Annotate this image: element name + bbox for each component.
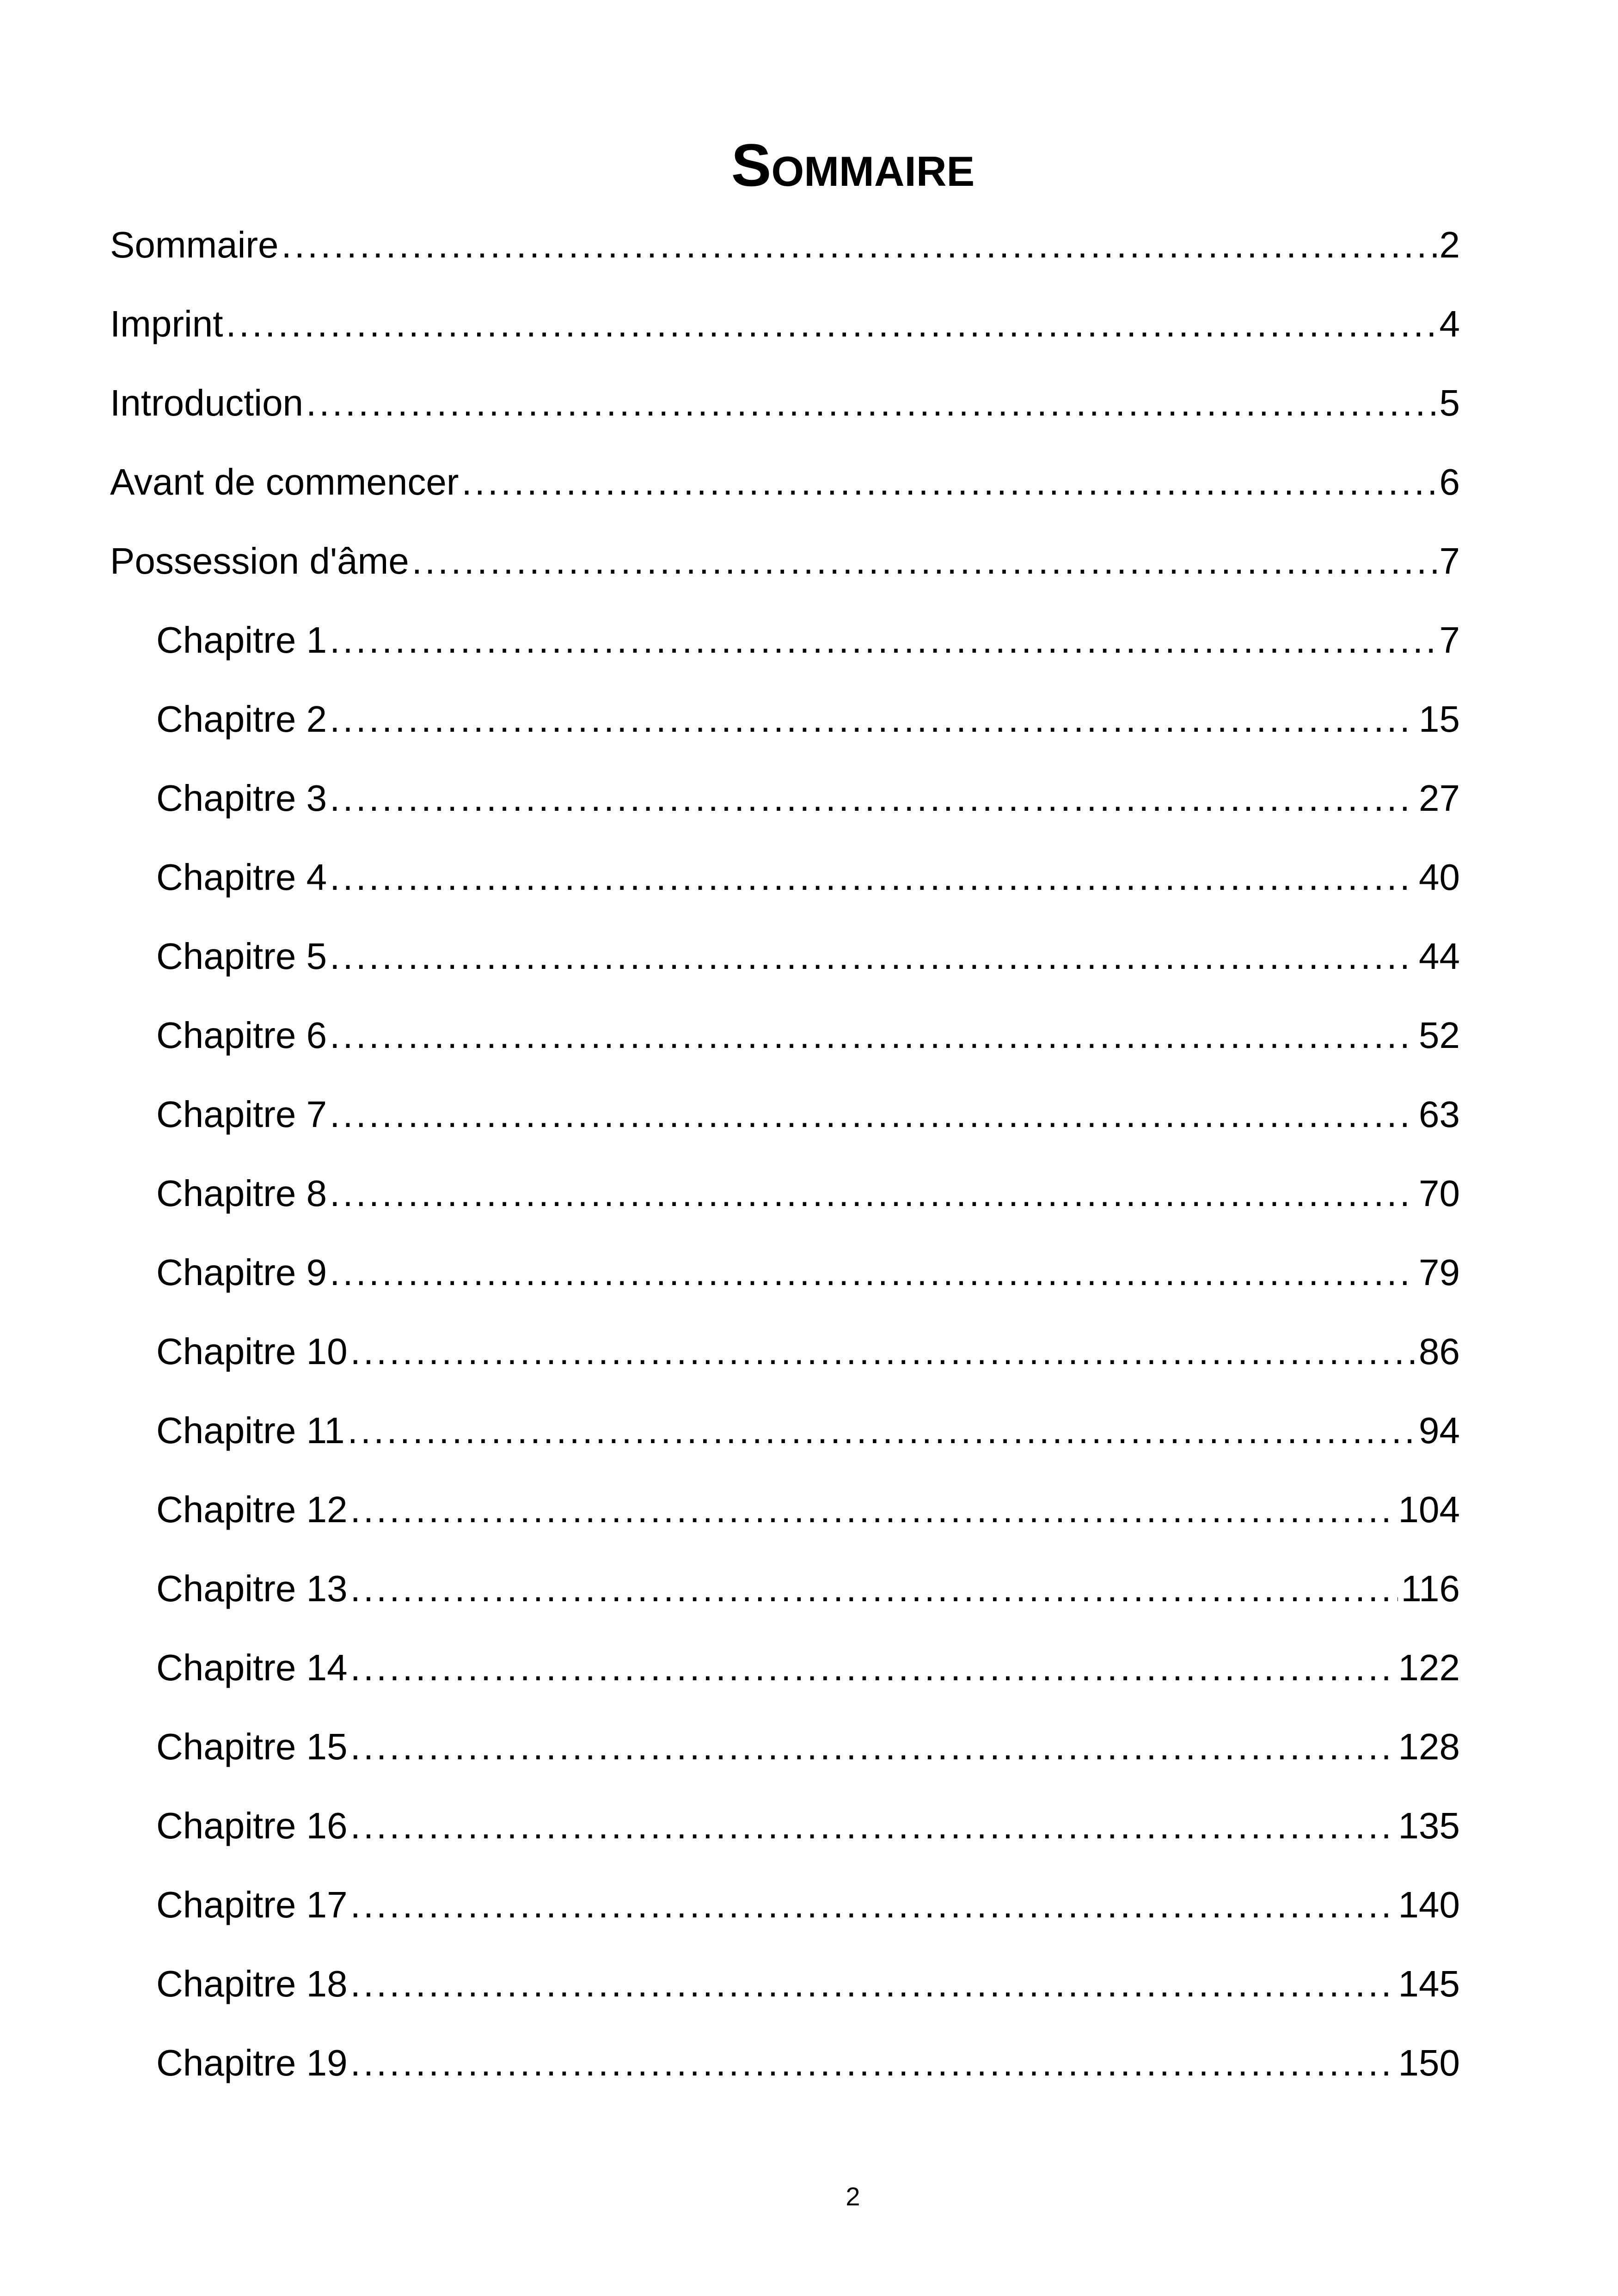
toc-entry[interactable] bbox=[110, 375, 1460, 454]
toc-entry-label: Chapitre 6 bbox=[156, 1015, 327, 1056]
toc-entry-page-number: 116 bbox=[1401, 1568, 1460, 1609]
toc-entry-page-number: 145 bbox=[1398, 1963, 1460, 2004]
toc-entry-label: Chapitre 2 bbox=[156, 698, 327, 740]
toc-entry-page-number: 7 bbox=[1439, 540, 1460, 582]
toc-entry[interactable] bbox=[110, 771, 1460, 850]
toc-entry-label: Chapitre 10 bbox=[156, 1331, 348, 1372]
toc-entry-page-number: 94 bbox=[1419, 1410, 1460, 1451]
toc-entry-page-number: 44 bbox=[1419, 936, 1460, 977]
toc-dot-leader bbox=[350, 2035, 1396, 2091]
toc-dot-leader bbox=[306, 375, 1436, 431]
toc-entry-page-number: 2 bbox=[1439, 224, 1460, 265]
toc-entry-label: Chapitre 12 bbox=[156, 1489, 348, 1530]
toc-dot-leader bbox=[350, 1798, 1396, 1854]
toc-entry-label: Avant de commencer bbox=[110, 461, 459, 502]
toc-entry-label: Imprint bbox=[110, 303, 223, 344]
toc-entry[interactable] bbox=[110, 454, 1460, 533]
toc-entry-label: Chapitre 15 bbox=[156, 1726, 348, 1767]
toc-dot-leader bbox=[461, 454, 1436, 510]
toc-entry-label: Sommaire bbox=[110, 224, 279, 265]
toc-dot-leader bbox=[350, 1719, 1396, 1775]
toc-entry-page-number: 140 bbox=[1398, 1884, 1460, 1925]
toc-entry[interactable] bbox=[110, 1561, 1460, 1640]
toc-entry[interactable] bbox=[110, 612, 1460, 692]
toc-entry-page-number: 15 bbox=[1419, 698, 1460, 740]
toc-entry[interactable] bbox=[110, 296, 1460, 375]
toc-entry[interactable] bbox=[110, 1640, 1460, 1719]
toc-entry-page-number: 5 bbox=[1439, 382, 1460, 423]
toc-dot-leader bbox=[226, 296, 1437, 352]
toc-entry-page-number: 135 bbox=[1398, 1805, 1460, 1846]
toc-dot-leader bbox=[330, 1008, 1416, 1063]
toc-entry[interactable] bbox=[110, 1877, 1460, 1956]
toc-entry-page-number: 27 bbox=[1419, 778, 1460, 819]
toc-entry-page-number: 122 bbox=[1398, 1647, 1460, 1688]
toc-entry[interactable] bbox=[110, 2035, 1460, 2114]
toc-entry-page-number: 86 bbox=[1419, 1331, 1460, 1372]
toc-entry-page-number: 70 bbox=[1419, 1173, 1460, 1214]
toc-dot-leader bbox=[282, 217, 1437, 273]
toc-entry-page-number: 128 bbox=[1398, 1726, 1460, 1767]
page-title-container bbox=[0, 121, 1618, 209]
toc-entry-label: Chapitre 13 bbox=[156, 1568, 348, 1609]
toc-entry[interactable] bbox=[110, 850, 1460, 929]
toc-entry-page-number: 150 bbox=[1398, 2042, 1460, 2083]
toc-dot-leader bbox=[350, 1561, 1398, 1616]
toc-dot-leader bbox=[330, 1166, 1416, 1221]
toc-entry-page-number: 40 bbox=[1419, 857, 1460, 898]
toc-entry-label: Chapitre 14 bbox=[156, 1647, 348, 1688]
toc-entry[interactable] bbox=[110, 1245, 1460, 1324]
toc-dot-leader bbox=[330, 1245, 1416, 1300]
toc-entry[interactable] bbox=[110, 1324, 1460, 1403]
toc-entry-label: Chapitre 1 bbox=[156, 619, 327, 661]
toc-entry[interactable] bbox=[110, 1956, 1460, 2035]
toc-dot-leader bbox=[330, 771, 1416, 826]
toc-entry[interactable] bbox=[110, 1719, 1460, 1798]
toc-entry-page-number: 52 bbox=[1419, 1015, 1460, 1056]
toc-entry-label: Chapitre 8 bbox=[156, 1173, 327, 1214]
toc-dot-leader bbox=[350, 1482, 1396, 1537]
toc-dot-leader bbox=[330, 850, 1416, 905]
page-footer bbox=[0, 2178, 1618, 2215]
toc-entry[interactable] bbox=[110, 217, 1460, 296]
toc-entry[interactable] bbox=[110, 692, 1460, 771]
table-of-contents bbox=[110, 217, 1460, 2114]
toc-dot-leader bbox=[350, 1324, 1416, 1379]
toc-entry-page-number: 79 bbox=[1419, 1252, 1460, 1293]
toc-dot-leader bbox=[412, 533, 1437, 589]
toc-dot-leader bbox=[350, 1877, 1396, 1933]
page-number: 2 bbox=[846, 2182, 860, 2211]
toc-entry[interactable] bbox=[110, 1798, 1460, 1877]
toc-entry[interactable] bbox=[110, 1087, 1460, 1166]
toc-entry-label: Chapitre 4 bbox=[156, 857, 327, 898]
toc-dot-leader bbox=[330, 1087, 1416, 1142]
toc-entry-label: Introduction bbox=[110, 382, 304, 423]
toc-dot-leader bbox=[330, 929, 1416, 984]
toc-dot-leader bbox=[348, 1403, 1416, 1458]
toc-dot-leader bbox=[330, 612, 1436, 668]
toc-entry-page-number: 104 bbox=[1398, 1489, 1460, 1530]
toc-entry-page-number: 63 bbox=[1419, 1094, 1460, 1135]
toc-entry-label: Chapitre 19 bbox=[156, 2042, 348, 2083]
toc-entry-page-number: 4 bbox=[1439, 303, 1460, 344]
toc-entry-label: Chapitre 9 bbox=[156, 1252, 327, 1293]
toc-entry-label: Chapitre 16 bbox=[156, 1805, 348, 1846]
toc-entry-label: Chapitre 11 bbox=[156, 1410, 345, 1451]
toc-entry[interactable] bbox=[110, 1008, 1460, 1087]
toc-entry[interactable] bbox=[110, 1166, 1460, 1245]
toc-dot-leader bbox=[350, 1956, 1396, 2012]
toc-entry[interactable] bbox=[110, 533, 1460, 612]
toc-entry-label: Possession d'âme bbox=[110, 540, 409, 582]
toc-entry[interactable] bbox=[110, 929, 1460, 1008]
toc-entry-page-number: 7 bbox=[1439, 619, 1460, 661]
toc-entry-label: Chapitre 7 bbox=[156, 1094, 327, 1135]
toc-entry-label: Chapitre 18 bbox=[156, 1963, 348, 2004]
toc-entry-label: Chapitre 5 bbox=[156, 936, 327, 977]
toc-entry[interactable] bbox=[110, 1403, 1460, 1482]
toc-entry-label: Chapitre 3 bbox=[156, 778, 327, 819]
toc-entry-label: Chapitre 17 bbox=[156, 1884, 348, 1925]
toc-entry[interactable] bbox=[110, 1482, 1460, 1561]
toc-dot-leader bbox=[350, 1640, 1396, 1696]
page-title: Sommaire bbox=[731, 131, 975, 199]
toc-dot-leader bbox=[330, 692, 1416, 747]
toc-entry-page-number: 6 bbox=[1439, 461, 1460, 502]
